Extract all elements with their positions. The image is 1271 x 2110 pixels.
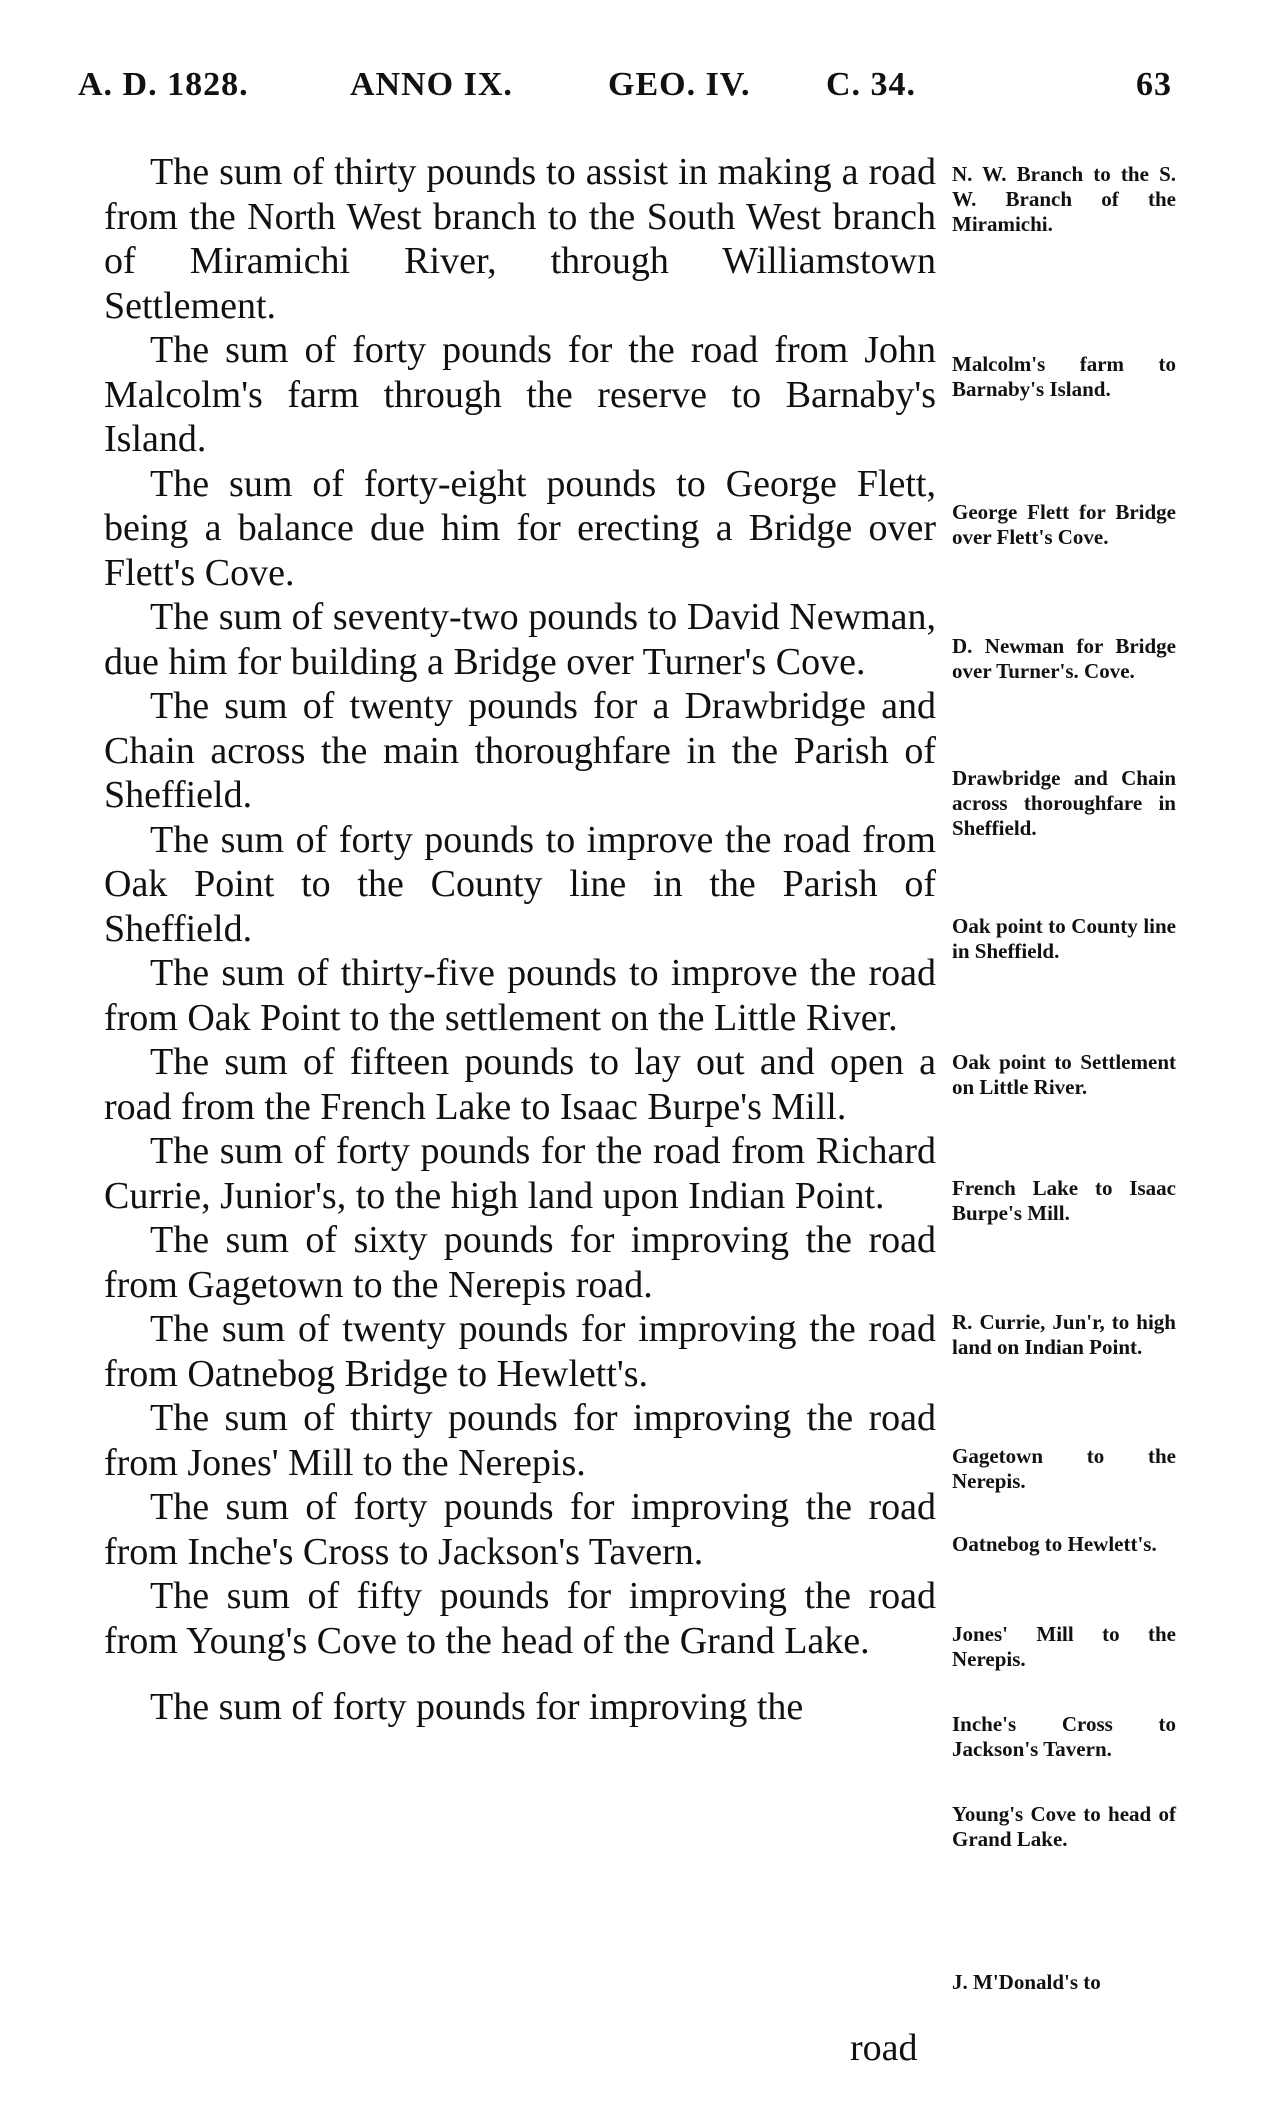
header-anno: ANNO IX.: [350, 66, 513, 103]
main-text-column: [104, 150, 936, 1730]
entry-paragraph: The sum of twenty pounds for a Drawbridge and Chain across the main thoroughfare in the Parish of Sheffield.: [104, 685, 936, 816]
entry-paragraph: The sum of thirty pounds to assist in making a road from the North West branch to the South West branch of Miramichi River, through Williamstown Settlement.: [104, 151, 936, 327]
header-reign: GEO. IV.: [608, 66, 751, 103]
margin-note: N. W. Branch to the S. W. Branch of the Miramichi.: [952, 162, 1176, 236]
entry-paragraph: The sum of seventy-two pounds to David Newman, due him for building a Bridge over Turner's Cove.: [104, 596, 936, 683]
margin-note: J. M'Donald's to: [952, 1970, 1101, 1994]
entry-paragraph: The sum of forty-eight pounds to George Flett, being a balance due him for erecting a Bridge over Flett's Cove.: [104, 462, 936, 594]
margin-note: Young's Cove to head of Grand Lake.: [952, 1802, 1176, 1851]
margin-note: French Lake to Isaac Burpe's Mill.: [952, 1176, 1176, 1225]
running-header: [78, 66, 1198, 114]
margin-note: Oak point to Settlement on Little River.: [952, 1050, 1176, 1099]
margin-note: Jones' Mill to the Nerepis.: [952, 1622, 1176, 1671]
header-chapter: C. 34.: [826, 66, 917, 103]
margin-note: Malcolm's farm to Barnaby's Island.: [952, 352, 1176, 401]
margin-note: D. Newman for Bridge over Turner's. Cove.: [952, 634, 1176, 683]
entry-paragraph: The sum of thirty pounds for improving the road from Jones' Mill to the Nerepis.: [104, 1397, 936, 1484]
header-year: A. D. 1828.: [78, 66, 249, 103]
page-number: 63: [1136, 66, 1172, 103]
entry-paragraph: The sum of thirty-five pounds to improve the road from Oak Point to the settlement on the Little River.: [104, 952, 936, 1039]
entry-paragraph: The sum of fifty pounds for improving the road from Young's Cove to the head of the Grand Lake.: [104, 1575, 936, 1662]
margin-note: Drawbridge and Chain across thoroughfare in Sheffield.: [952, 766, 1176, 840]
entry-paragraph: The sum of forty pounds to improve the road from Oak Point to the County line in the Parish of Sheffield.: [104, 818, 936, 950]
entry-paragraph: The sum of sixty pounds for improving the road from Gagetown to the Nerepis road.: [104, 1219, 936, 1306]
margin-note: Inche's Cross to Jackson's Tavern.: [952, 1712, 1176, 1761]
entry-paragraph: The sum of forty pounds for improving the: [150, 1686, 804, 1728]
entry-paragraph: The sum of forty pounds for the road from John Malcolm's farm through the reserve to Barnaby's Island.: [104, 329, 936, 460]
margin-note: George Flett for Bridge over Flett's Cove.: [952, 500, 1176, 549]
entry-paragraph: The sum of twenty pounds for improving the road from Oatnebog Bridge to Hewlett's.: [104, 1308, 936, 1395]
entry-paragraph: The sum of forty pounds for improving the road from Inche's Cross to Jackson's Tavern.: [104, 1486, 936, 1573]
margin-note: Gagetown to the Nerepis.: [952, 1444, 1176, 1493]
catchword: road: [850, 2027, 918, 2069]
margin-note: Oatnebog to Hewlett's.: [952, 1532, 1157, 1556]
margin-note: Oak point to County line in Sheffield.: [952, 914, 1176, 963]
entry-paragraph: The sum of fifteen pounds to lay out and open a road from the French Lake to Isaac Burpe's Mill.: [104, 1041, 936, 1128]
entry-paragraph: The sum of forty pounds for the road from Richard Currie, Junior's, to the high land upon Indian Point.: [104, 1130, 936, 1217]
margin-note: R. Currie, Jun'r, to high land on Indian Point.: [952, 1310, 1176, 1359]
